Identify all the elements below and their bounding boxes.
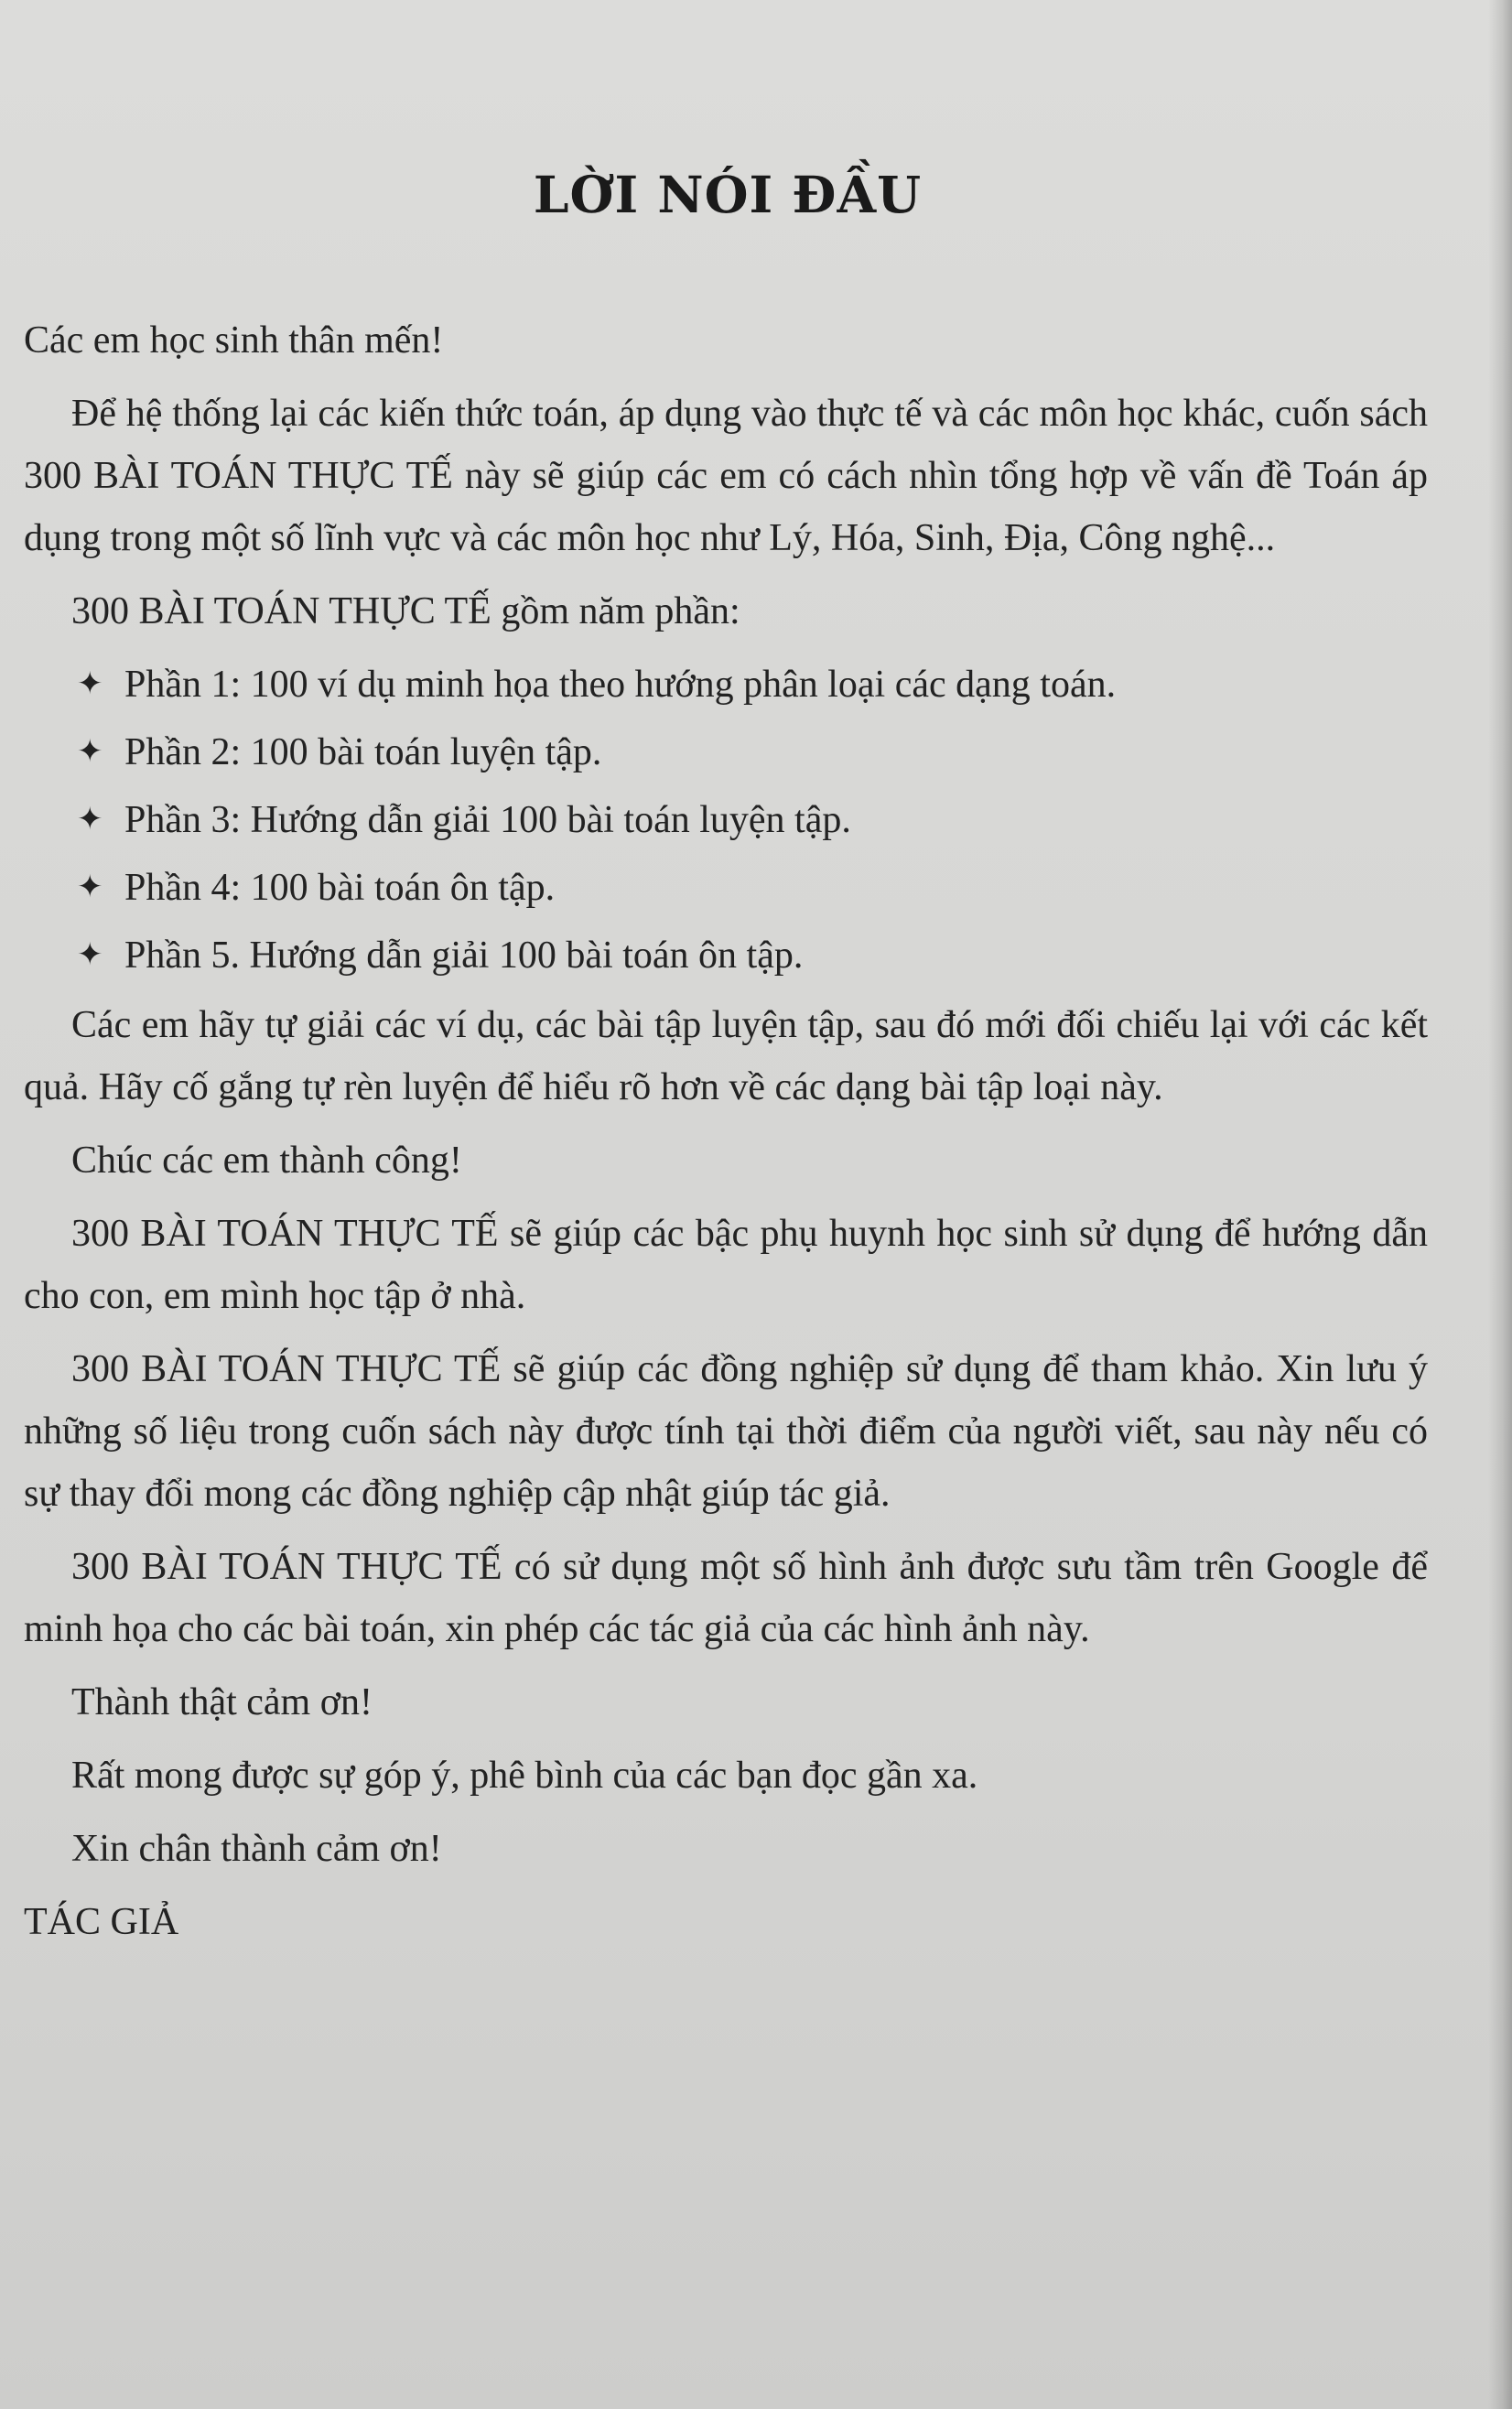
paragraph-feedback: Rất mong được sự góp ý, phê bình của các bạn đọc gần xa. — [71, 1755, 978, 1797]
paragraph-intro: Để hệ thống lại các kiến thức toán, áp dụng vào thực tế và các môn học khác, cuốn sách 300 BÀI TOÁN THỰC TẾ này sẽ giúp các em có cách nhìn tổng hợp về vấn đề Toán áp dụng trong một số lĩnh vực và các môn học như Lý, Hóa, Sinh, Địa, Công nghệ... — [24, 393, 1428, 559]
paragraph-closing: Xin chân thành cảm ơn! — [71, 1828, 442, 1870]
preface-body — [24, 309, 1428, 1964]
star-bullet-icon: ✦ — [77, 938, 103, 972]
star-bullet-icon: ✦ — [77, 870, 103, 904]
list-item — [24, 857, 1428, 919]
list-item — [24, 721, 1428, 783]
paragraph-parts-intro: 300 BÀI TOÁN THỰC TẾ gồm năm phần: — [71, 590, 740, 632]
parts-list — [24, 654, 1428, 987]
paragraph-parents: 300 BÀI TOÁN THỰC TẾ sẽ giúp các bậc phụ huynh học sinh sử dụng để hướng dẫn cho con, em mình học tập ở nhà. — [24, 1213, 1428, 1317]
list-item — [24, 789, 1428, 851]
list-item — [24, 924, 1428, 987]
paragraph-colleagues: 300 BÀI TOÁN THỰC TẾ sẽ giúp các đồng nghiệp sử dụng để tham khảo. Xin lưu ý những số liệu trong cuốn sách này được tính tại thời điểm của người viết, sau này nếu có sự thay đổi mong các đồng nghiệp cập nhật giúp tác giả. — [24, 1348, 1428, 1515]
greeting: Các em học sinh thân mến! — [24, 319, 444, 362]
part-text: Phần 2: 100 bài toán luyện tập. — [124, 731, 602, 773]
page-edge-shadow — [1488, 0, 1512, 2409]
part-text: Phần 1: 100 ví dụ minh họa theo hướng phân loại các dạng toán. — [124, 664, 1117, 706]
author-signature: TÁC GIẢ — [24, 1901, 179, 1943]
star-bullet-icon: ✦ — [77, 803, 103, 837]
part-text: Phần 3: Hướng dẫn giải 100 bài toán luyện tập. — [124, 799, 851, 841]
list-item — [24, 654, 1428, 716]
paragraph-good-luck: Chúc các em thành công! — [71, 1140, 462, 1182]
paragraph-self-study: Các em hãy tự giải các ví dụ, các bài tập luyện tập, sau đó mới đối chiếu lại với các kết quả. Hãy cố gắng tự rèn luyện để hiểu rõ hơn về các dạng bài tập loại này. — [24, 1004, 1428, 1108]
part-text: Phần 4: 100 bài toán ôn tập. — [124, 867, 556, 909]
star-bullet-icon: ✦ — [77, 667, 103, 701]
paragraph-thanks: Thành thật cảm ơn! — [71, 1681, 373, 1723]
star-bullet-icon: ✦ — [77, 735, 103, 769]
page-title: LỜI NÓI ĐẦU — [533, 165, 923, 224]
paragraph-images: 300 BÀI TOÁN THỰC TẾ có sử dụng một số hình ảnh được sưu tầm trên Google để minh họa cho các bài toán, xin phép các tác giả của các hình ảnh này. — [24, 1546, 1428, 1650]
part-text: Phần 5. Hướng dẫn giải 100 bài toán ôn tập. — [124, 934, 804, 977]
